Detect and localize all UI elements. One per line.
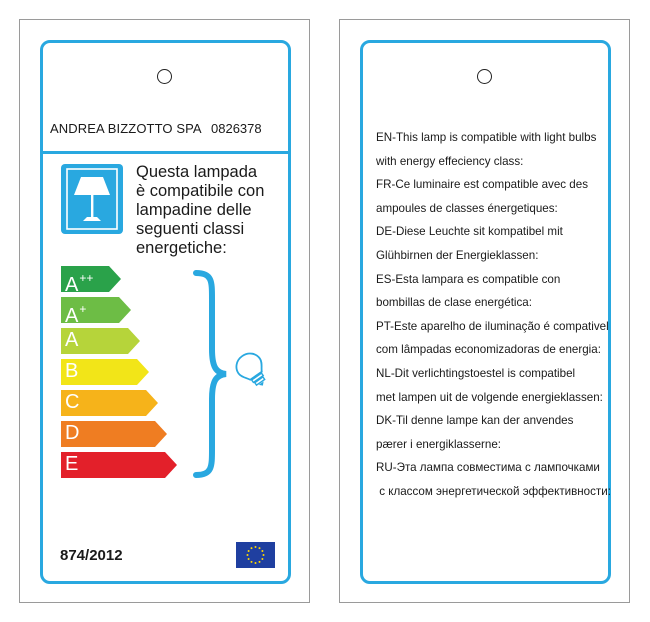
text-line: с классом энергетической эффективности:: [376, 484, 611, 498]
text-line: ampoules de classes énergetiques:: [376, 201, 558, 215]
energy-class-e: [61, 452, 177, 478]
energy-class-a: [61, 328, 140, 354]
energy-class-letter: C: [65, 391, 80, 413]
eu-flag-icon: [236, 542, 275, 568]
energy-class-letter: A+: [65, 302, 87, 327]
text-line: RU-Эта лампа совместима с лампочками: [376, 461, 600, 475]
light-bulb-icon: [234, 350, 270, 390]
compat-line: Questa lampada: [136, 163, 258, 181]
regulation-number: 874/2012: [60, 547, 123, 564]
multilingual-text: [376, 126, 616, 504]
energy-class-d: [61, 421, 167, 447]
energy-class-letter: E: [65, 453, 79, 475]
energy-class-app: [61, 266, 121, 296]
text-line: com lâmpadas economizadoras de energia:: [376, 343, 601, 357]
table-lamp-icon: [61, 164, 123, 234]
text-line: EN-This lamp is compatible with light bulbs: [376, 131, 597, 144]
curly-brace-icon: [190, 269, 230, 479]
energy-class-b: [61, 359, 149, 385]
product-code: 0826378: [211, 121, 262, 136]
text-line: Glühbirnen der Energieklassen:: [376, 248, 539, 262]
text-line: DK-Til denne lampe kan der anvendes: [376, 414, 574, 428]
text-line: PT-Este aparelho de iluminação é compativel: [376, 319, 609, 333]
energy-label-multilingual: [339, 19, 630, 603]
energy-class-letter: B: [65, 360, 79, 382]
text-line: FR-Ce luminaire est compatible avec des: [376, 178, 588, 192]
brand-name: ANDREA BIZZOTTO SPA: [50, 121, 202, 136]
compat-line: è compatibile con: [136, 182, 265, 200]
text-line: ES-Esta lampara es compatible con: [376, 272, 561, 286]
text-line: NL-Dit verlichtingstoestel is compatibel: [376, 366, 576, 380]
compat-line: lampadine delle: [136, 201, 252, 219]
hang-hole: [157, 69, 172, 84]
energy-label-italian: [19, 19, 310, 603]
energy-class-c: [61, 390, 158, 416]
text-line: pærer i energiklasserne:: [376, 437, 502, 451]
compat-line: seguenti classi: [136, 220, 245, 238]
divider: [43, 151, 288, 154]
compatibility-text: [136, 163, 306, 258]
energy-class-ap: [61, 297, 131, 327]
text-line: with energy effeciency class:: [376, 154, 524, 168]
hang-hole: [477, 69, 492, 84]
text-line: DE-Diese Leuchte sit kompatibel mit: [376, 225, 563, 239]
text-line: bombillas de clase energética:: [376, 296, 532, 310]
text-line: met lampen uit de volgende energieklassen:: [376, 390, 603, 404]
energy-class-letter: A++: [65, 271, 94, 296]
energy-class-letter: A: [65, 329, 79, 351]
energy-class-letter: D: [65, 422, 80, 444]
compat-line: energetiche:: [136, 239, 227, 257]
